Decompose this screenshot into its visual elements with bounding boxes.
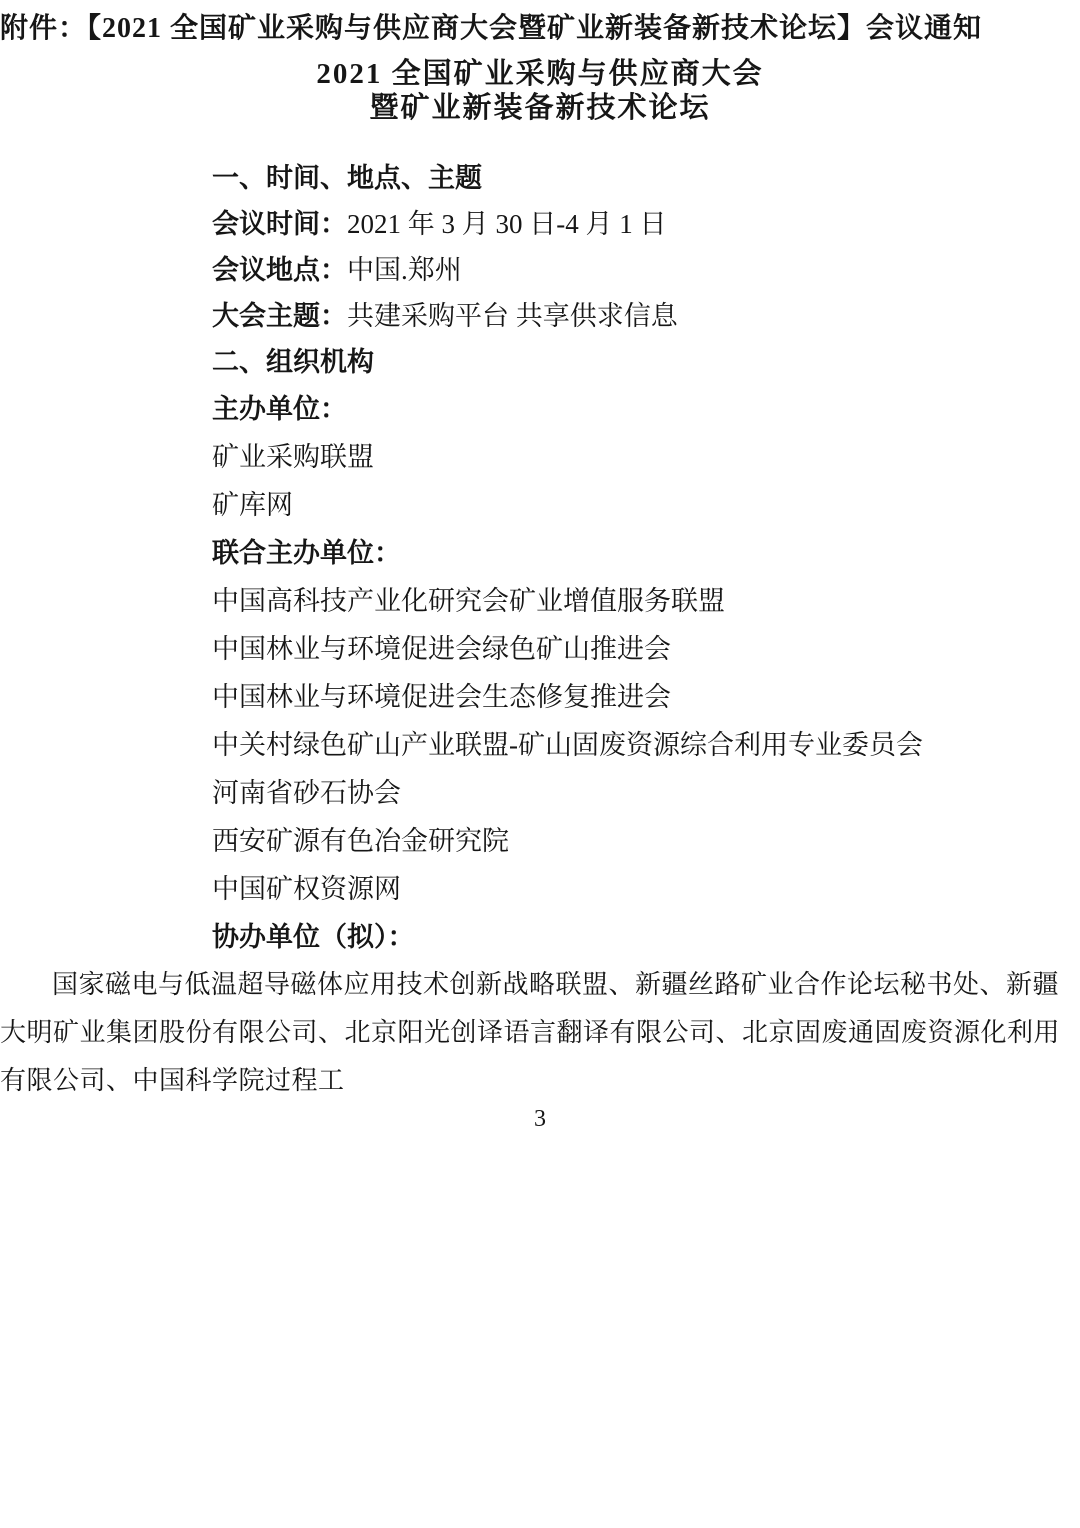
meeting-theme-row xyxy=(212,293,960,339)
organization-list xyxy=(212,385,960,961)
co-host-item: 中关村绿色矿山产业联盟-矿山固废资源综合利用专业委员会 xyxy=(212,730,923,760)
co-host-item: 中国林业与环境促进会绿色矿山推进会 xyxy=(212,634,671,664)
meeting-time-row xyxy=(212,201,960,247)
meeting-time-value: 2021 年 3 月 30 日-4 月 1 日 xyxy=(347,209,667,239)
meeting-theme-value: 共建采购平台 共享供求信息 xyxy=(347,301,678,331)
co-host-item: 中国高科技产业化研究会矿业增值服务联盟 xyxy=(212,586,725,616)
meeting-place-row xyxy=(212,247,960,293)
attachment-heading: 附件：【2021 全国矿业采购与供应商大会暨矿业新装备新技术论坛】会议通知 xyxy=(0,13,983,44)
co-host-item: 西安矿源有色冶金研究院 xyxy=(212,826,509,856)
co-host-item: 中国矿权资源网 xyxy=(212,874,401,904)
section-time-place-theme xyxy=(212,155,960,339)
host-item: 矿业采购联盟 xyxy=(212,442,374,472)
meeting-place-label: 会议地点： xyxy=(212,255,347,285)
meeting-time-label: 会议时间： xyxy=(212,209,347,239)
meeting-place-value: 中国.郑州 xyxy=(347,255,462,285)
section2-heading: 二、组织机构 xyxy=(212,347,374,377)
host-item: 矿库网 xyxy=(212,490,293,520)
page-number: 3 xyxy=(534,1106,546,1132)
section1-heading: 一、时间、地点、主题 xyxy=(212,163,482,193)
host-unit-label: 主办单位： xyxy=(212,394,347,424)
conference-title-line2: 暨矿业新装备新技术论坛 xyxy=(369,92,711,124)
meeting-theme-label: 大会主题： xyxy=(212,301,347,331)
section-organization xyxy=(212,339,960,961)
co-host-unit-label: 联合主办单位： xyxy=(212,538,401,568)
conference-title-line1: 2021 全国矿业采购与供应商大会 xyxy=(316,58,764,90)
co-host-item: 中国林业与环境促进会生态修复推进会 xyxy=(212,682,671,712)
co-organizer-paragraph: 国家磁电与低温超导磁体应用技术创新战略联盟、新疆丝路矿业合作论坛秘书处、新疆大明矿业集团股份有限公司、北京阳光创译语言翻译有限公司、北京固废通固废资源化利用有限公司、中国科学院过程工 xyxy=(0,970,1061,1095)
co-host-item: 河南省砂石协会 xyxy=(212,778,401,808)
co-organizer-label: 协办单位（拟）： xyxy=(212,922,415,952)
